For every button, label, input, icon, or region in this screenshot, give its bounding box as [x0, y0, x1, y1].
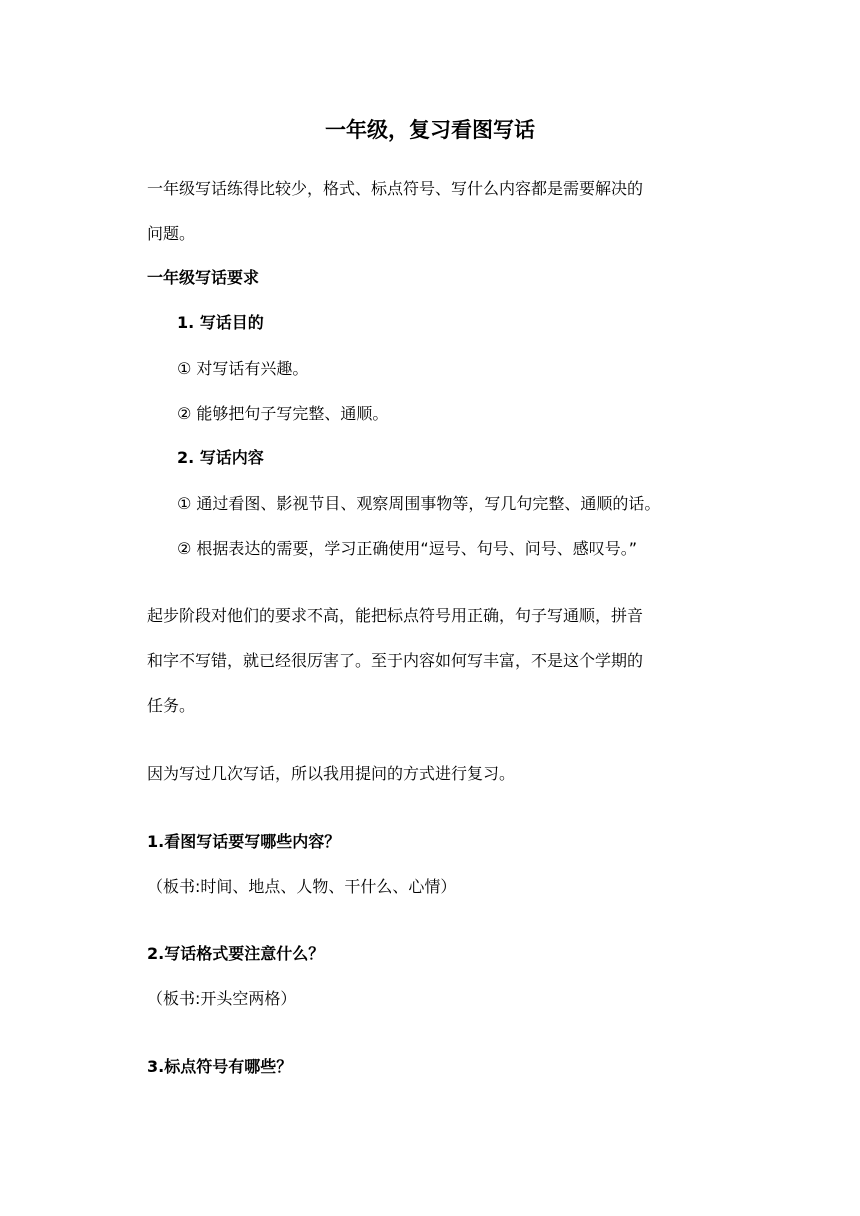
question-2-note: （板书:开头空两格） [147, 989, 297, 1008]
page-title: 一年级，复习看图写话 [325, 118, 535, 142]
section-heading-content: 2. 写话内容 [177, 448, 264, 467]
list-item: ② 根据表达的需要，学习正确使用“逗号、句号、问号、感叹号。” [177, 539, 638, 558]
list-item: ① 通过看图、影视节目、观察周围事物等，写几句完整、通顺的话。 [177, 494, 661, 513]
question-1: 1.看图写话要写哪些内容？ [147, 832, 341, 851]
intro-line-1: 一年级写话练得比较少，格式、标点符号、写什么内容都是需要解决的 [147, 179, 644, 198]
intro-line-2: 问题。 [147, 224, 196, 243]
list-item: ① 对写话有兴趣。 [177, 359, 309, 378]
review-intro: 因为写过几次写话，所以我用提问的方式进行复习。 [147, 764, 516, 783]
question-3: 3.标点符号有哪些？ [147, 1057, 293, 1076]
stage-line-1: 起步阶段对他们的要求不高，能把标点符号用正确，句子写通顺，拼音 [147, 606, 644, 625]
question-2: 2.写话格式要注意什么？ [147, 944, 325, 963]
question-1-note: （板书:时间、地点、人物、干什么、心情） [147, 877, 457, 896]
stage-line-2: 和字不写错，就已经很厉害了。至于内容如何写丰富，不是这个学期的 [147, 651, 644, 670]
section-heading-purpose: 1. 写话目的 [177, 313, 264, 332]
list-item: ② 能够把句子写完整、通顺。 [177, 404, 389, 423]
stage-line-3: 任务。 [147, 696, 196, 715]
requirements-heading: 一年级写话要求 [147, 268, 260, 287]
